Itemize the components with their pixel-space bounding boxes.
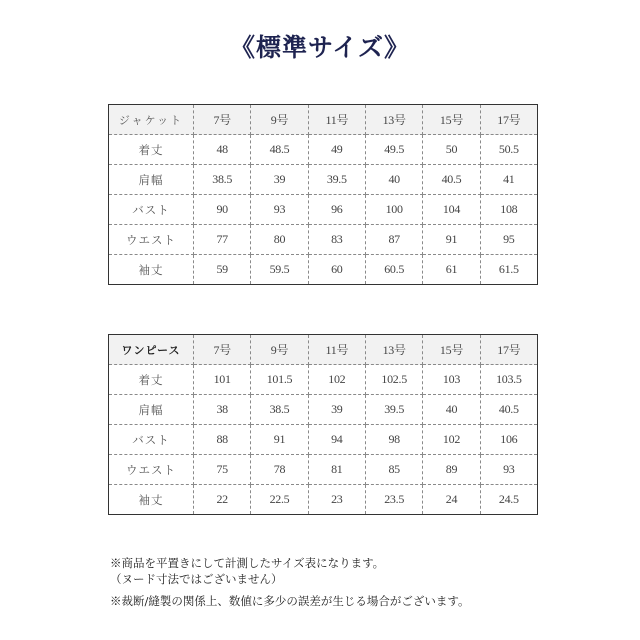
row-label: 着丈: [109, 135, 194, 165]
table-cell: 40.5: [423, 165, 480, 195]
onepiece-size-table: [108, 334, 538, 515]
header-label: ワンピース: [109, 335, 194, 365]
table-cell: 101.5: [251, 365, 308, 395]
header-size: 17号: [480, 335, 537, 365]
table-header-row: [109, 335, 538, 365]
table-cell: 60.5: [365, 255, 422, 285]
table-cell: 49: [308, 135, 365, 165]
row-label: ウエスト: [109, 225, 194, 255]
table-cell: 89: [423, 455, 480, 485]
table-cell: 61: [423, 255, 480, 285]
table-row: [109, 425, 538, 455]
table-row: [109, 485, 538, 515]
row-label: 袖丈: [109, 485, 194, 515]
header-size: 15号: [423, 105, 480, 135]
row-label: バスト: [109, 425, 194, 455]
table-cell: 100: [365, 195, 422, 225]
table-cell: 83: [308, 225, 365, 255]
table-row: [109, 395, 538, 425]
table-cell: 39.5: [308, 165, 365, 195]
row-label: 肩幅: [109, 395, 194, 425]
table-header-row: [109, 105, 538, 135]
table-cell: 61.5: [498, 262, 519, 276]
table-cell: 87: [365, 225, 422, 255]
table-cell: 49.5: [365, 135, 422, 165]
jacket-size-table: [108, 104, 538, 285]
table-cell: 90: [194, 195, 251, 225]
row-label: 肩幅: [109, 165, 194, 195]
table-cell: 40: [365, 165, 422, 195]
table-cell: 39: [251, 165, 308, 195]
table-cell: 24: [423, 485, 480, 515]
table-cell: 41: [480, 165, 537, 195]
table-row: [109, 225, 538, 255]
table-cell: 40: [423, 395, 480, 425]
table-cell: 102: [423, 425, 480, 455]
table-cell: 104: [423, 195, 480, 225]
table-cell: 108: [480, 195, 537, 225]
table-cell: 85: [365, 455, 422, 485]
table-cell: 78: [251, 455, 308, 485]
table-cell: 23.5: [365, 485, 422, 515]
table-cell: 98: [365, 425, 422, 455]
table-cell: 93: [251, 195, 308, 225]
row-label: バスト: [109, 195, 194, 225]
table-cell: 39.5: [365, 395, 422, 425]
table-cell: 48.5: [251, 135, 308, 165]
page-title: 《標準サイズ》: [229, 33, 410, 62]
table-cell: 77: [194, 225, 251, 255]
header-size: 11号: [308, 105, 365, 135]
header-size: 9号: [251, 335, 308, 365]
table-cell: 38.5: [194, 165, 251, 195]
table-cell: 96: [308, 195, 365, 225]
table-cell: 48: [194, 135, 251, 165]
table-row: [109, 255, 538, 285]
table-cell: 102.5: [365, 365, 422, 395]
row-label: 袖丈: [109, 255, 194, 285]
note-not-nude: （ヌード寸法ではございません）: [110, 572, 283, 586]
header-size: 9号: [251, 105, 308, 135]
header-size: 13号: [365, 105, 422, 135]
table-cell: 50.5: [480, 135, 537, 165]
table-cell: 60: [308, 255, 365, 285]
table-row: [109, 195, 538, 225]
table-cell: 38: [194, 395, 251, 425]
table-cell: 106: [480, 425, 537, 455]
table-cell: 81: [308, 455, 365, 485]
table-cell: 22.5: [251, 485, 308, 515]
header-size: 7号: [194, 335, 251, 365]
header-size: 17号: [480, 105, 537, 135]
note-tolerance: ※裁断/縫製の関係上、数値に多少の誤差が生じる場合がございます。: [110, 594, 470, 608]
table-cell: 91: [251, 425, 308, 455]
table-row: [109, 135, 538, 165]
table-cell: 40.5: [480, 395, 537, 425]
row-label: ウエスト: [109, 455, 194, 485]
header-label: ジャケット: [109, 105, 194, 135]
table-cell: 102: [308, 365, 365, 395]
table-cell: 91: [423, 225, 480, 255]
table-cell: 103: [423, 365, 480, 395]
table-row: [109, 455, 538, 485]
note-measurement: ※商品を平置きにして計測したサイズ表になります。: [110, 556, 385, 570]
table-cell: 88: [194, 425, 251, 455]
table-cell: 95: [480, 225, 537, 255]
header-size: 7号: [194, 105, 251, 135]
table-cell: 101: [194, 365, 251, 395]
table-cell: 39: [308, 395, 365, 425]
table-row: [109, 365, 538, 395]
header-size: 15号: [423, 335, 480, 365]
table-cell: 94: [308, 425, 365, 455]
header-size: 13号: [365, 335, 422, 365]
table-cell: 80: [251, 225, 308, 255]
table-cell: 59.5: [251, 255, 308, 285]
table-cell: 24.5: [498, 492, 519, 506]
row-label: 着丈: [109, 365, 194, 395]
table-cell: 38.5: [251, 395, 308, 425]
table-cell: 23: [308, 485, 365, 515]
table-cell: 50: [423, 135, 480, 165]
notes: [110, 555, 530, 609]
table-cell: 93: [480, 455, 537, 485]
table-cell: 103.5: [480, 365, 537, 395]
header-size: 11号: [308, 335, 365, 365]
table-cell: 75: [194, 455, 251, 485]
table-row: [109, 165, 538, 195]
table-cell: 22: [194, 485, 251, 515]
table-cell: 59: [194, 255, 251, 285]
